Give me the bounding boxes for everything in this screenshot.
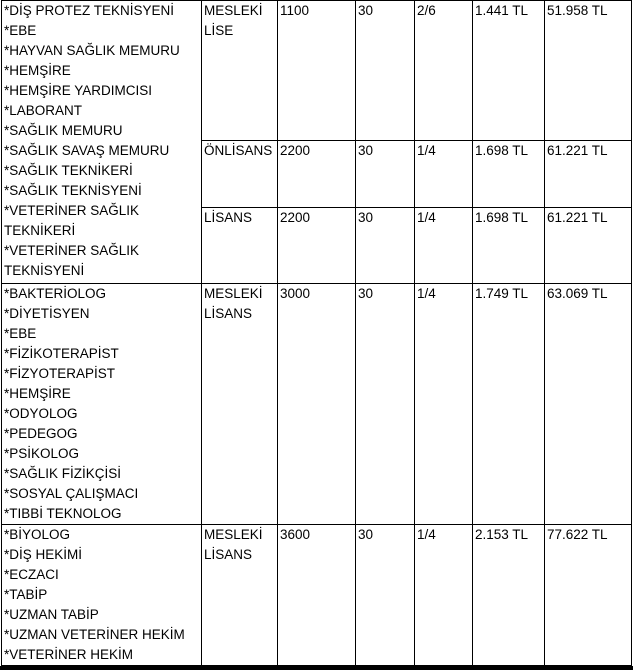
profession-item: *PSİKOLOG [4, 446, 80, 461]
amount-cell: 1.698 TL [473, 208, 545, 284]
profession-item: *EBE [4, 23, 37, 38]
grade-cell: 1/4 [415, 525, 473, 666]
grade-cell: 1/4 [415, 284, 473, 525]
profession-item: *SAĞLIK SAVAŞ MEMURU [4, 143, 170, 158]
total-cell: 51.958 TL [545, 1, 632, 141]
professions-list [4, 1, 199, 281]
profession-item: *FİZİKOTERAPİST [4, 346, 119, 361]
profession-item: *ODYOLOG [4, 406, 78, 421]
count-cell: 30 [356, 525, 415, 666]
profession-item: *BİYOLOG [4, 527, 71, 542]
total-cell: 63.069 TL [545, 284, 632, 525]
profession-item: *HEMŞİRE YARDIMCISI [4, 83, 153, 98]
amount-cell: 2.153 TL [473, 525, 545, 666]
education-cell: MESLEKİ LİSANS [202, 284, 278, 525]
table-row [2, 1, 632, 141]
profession-item: *VETERİNER SAĞLIK TEKNİSYENİ [4, 243, 140, 278]
profession-item: *UZMAN VETERİNER HEKİM [4, 627, 185, 642]
education-cell: MESLEKİ LİSE [202, 1, 278, 141]
amount-cell: 1.441 TL [473, 1, 545, 141]
profession-item: *DİŞ PROTEZ TEKNİSYENİ [4, 3, 175, 18]
profession-item: *VETERİNER HEKİM [4, 647, 134, 662]
professions-table [1, 0, 632, 670]
profession-item: *SAĞLIK FİZİKÇİSİ [4, 466, 122, 481]
education-cell: LİSANS [202, 208, 278, 284]
profession-item: *HAYVAN SAĞLIK MEMURU [4, 43, 180, 58]
grade-cell: 2/6 [415, 1, 473, 141]
professions-cell [2, 1, 202, 284]
profession-item: *EBE [4, 326, 37, 341]
grade-cell: 1/4 [415, 141, 473, 208]
profession-item: *UZMAN TABİP [4, 607, 99, 622]
profession-item: *TABİP [4, 587, 48, 602]
count-cell: 30 [356, 1, 415, 141]
profession-item: *SAĞLIK TEKNİKERİ [4, 163, 133, 178]
profession-item: *BAKTERİOLOG [4, 286, 107, 301]
bottom-cutoff-bar [0, 666, 633, 670]
profession-item: *LABORANT [4, 103, 83, 118]
profession-item: *SAĞLIK MEMURU [4, 123, 123, 138]
table-row [2, 284, 632, 525]
total-cell: 61.221 TL [545, 208, 632, 284]
profession-item: *HEMŞİRE [4, 63, 71, 78]
profession-item: *DİŞ HEKİMİ [4, 547, 83, 562]
education-cell: ÖNLİSANS [202, 141, 278, 208]
points-cell: 2200 [278, 141, 356, 208]
profession-item: *HEMŞİRE [4, 386, 71, 401]
professions-list [4, 525, 199, 665]
count-cell: 30 [356, 208, 415, 284]
profession-item: *SAĞLIK TEKNİSYENİ [4, 183, 142, 198]
profession-item: *SOSYAL ÇALIŞMACI [4, 486, 139, 501]
amount-cell: 1.698 TL [473, 141, 545, 208]
table-row [2, 525, 632, 666]
profession-item: *VETERİNER SAĞLIK TEKNİKERİ [4, 203, 140, 238]
professions-cell [2, 284, 202, 525]
profession-item: *DİYETİSYEN [4, 306, 90, 321]
total-cell: 61.221 TL [545, 141, 632, 208]
profession-item: *TIBBİ TEKNOLOG [4, 506, 122, 521]
points-cell: 2200 [278, 208, 356, 284]
profession-item: *PEDEGOG [4, 426, 78, 441]
points-cell: 3000 [278, 284, 356, 525]
profession-item: *ECZACI [4, 567, 59, 582]
count-cell: 30 [356, 284, 415, 525]
points-cell: 1100 [278, 1, 356, 141]
grade-cell: 1/4 [415, 208, 473, 284]
professions-list [4, 284, 199, 524]
count-cell: 30 [356, 141, 415, 208]
points-cell: 3600 [278, 525, 356, 666]
amount-cell: 1.749 TL [473, 284, 545, 525]
education-cell: MESLEKİ LİSANS [202, 525, 278, 666]
professions-cell [2, 525, 202, 666]
profession-item: *FİZYOTERAPİST [4, 366, 116, 381]
total-cell: 77.622 TL [545, 525, 632, 666]
